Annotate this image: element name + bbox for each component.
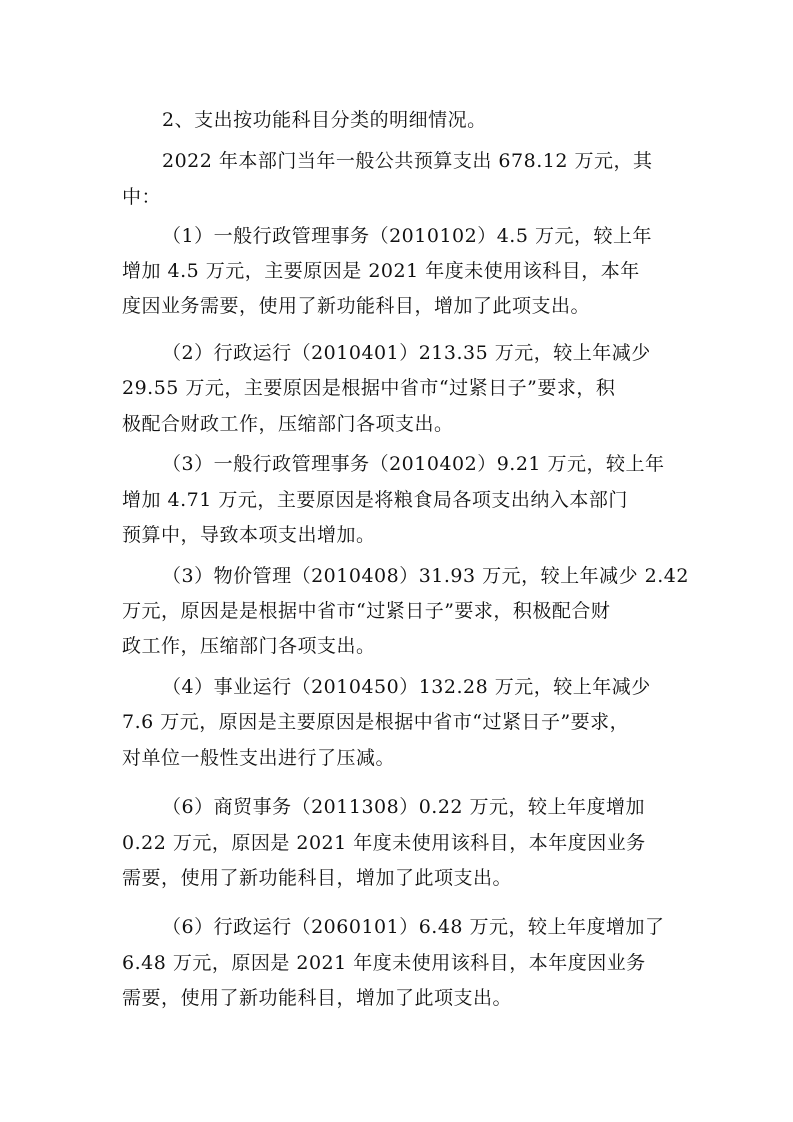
item-2-line-1: （2）行政运行（2010401）213.35 万元，较上年减少 (162, 342, 651, 364)
intro-line-1: 2022 年本部门当年一般公共预算支出 678.12 万元，其 (162, 150, 653, 172)
item-2-line-3: 极配合财政工作，压缩部门各项支出。 (122, 413, 454, 435)
item-4-line-3: 政工作，压缩部门各项支出。 (122, 635, 376, 657)
item-4-line-2: 万元，原因是是根据中省市“过紧日子”要求，积极配合财 (122, 600, 611, 622)
item-7-line-3: 需要，使用了新功能科目，增加了此项支出。 (122, 987, 513, 1009)
item-4-line-1: （3）物价管理（2010408）31.93 万元，较上年减少 2.42 (162, 565, 689, 587)
item-3-line-1: （3）一般行政管理事务（2010402）9.21 万元，较上年 (162, 453, 665, 475)
section-heading: 2、支出按功能科目分类的明细情况。 (162, 109, 487, 131)
item-7-line-1: （6）行政运行（2060101）6.48 万元，较上年度增加了 (162, 916, 665, 938)
intro-line-2: 中： (122, 186, 162, 208)
item-5-line-1: （4）事业运行（2010450）132.28 万元，较上年减少 (162, 676, 651, 698)
item-2-line-2: 29.55 万元，主要原因是根据中省市“过紧日子”要求，积 (122, 377, 616, 399)
item-6-line-3: 需要，使用了新功能科目，增加了此项支出。 (122, 867, 513, 889)
item-1-line-3: 度因业务需要，使用了新功能科目，增加了此项支出。 (122, 295, 591, 317)
item-3-line-2: 增加 4.71 万元，主要原因是将粮食局各项支出纳入本部门 (122, 489, 628, 511)
item-6-line-1: （6）商贸事务（2011308）0.22 万元，较上年度增加 (162, 796, 646, 818)
item-3-line-3: 预算中，导致本项支出增加。 (122, 524, 376, 546)
item-1-line-2: 增加 4.5 万元，主要原因是 2021 年度未使用该科目，本年 (122, 260, 640, 282)
item-6-line-2: 0.22 万元，原因是 2021 年度未使用该科目，本年度因业务 (122, 832, 646, 854)
item-5-line-2: 7.6 万元，原因是主要原因是根据中省市“过紧日子”要求， (122, 711, 630, 733)
item-5-line-3: 对单位一般性支出进行了压减。 (122, 747, 396, 769)
item-7-line-2: 6.48 万元，原因是 2021 年度未使用该科目，本年度因业务 (122, 952, 646, 974)
item-1-line-1: （1）一般行政管理事务（2010102）4.5 万元，较上年 (162, 225, 652, 247)
